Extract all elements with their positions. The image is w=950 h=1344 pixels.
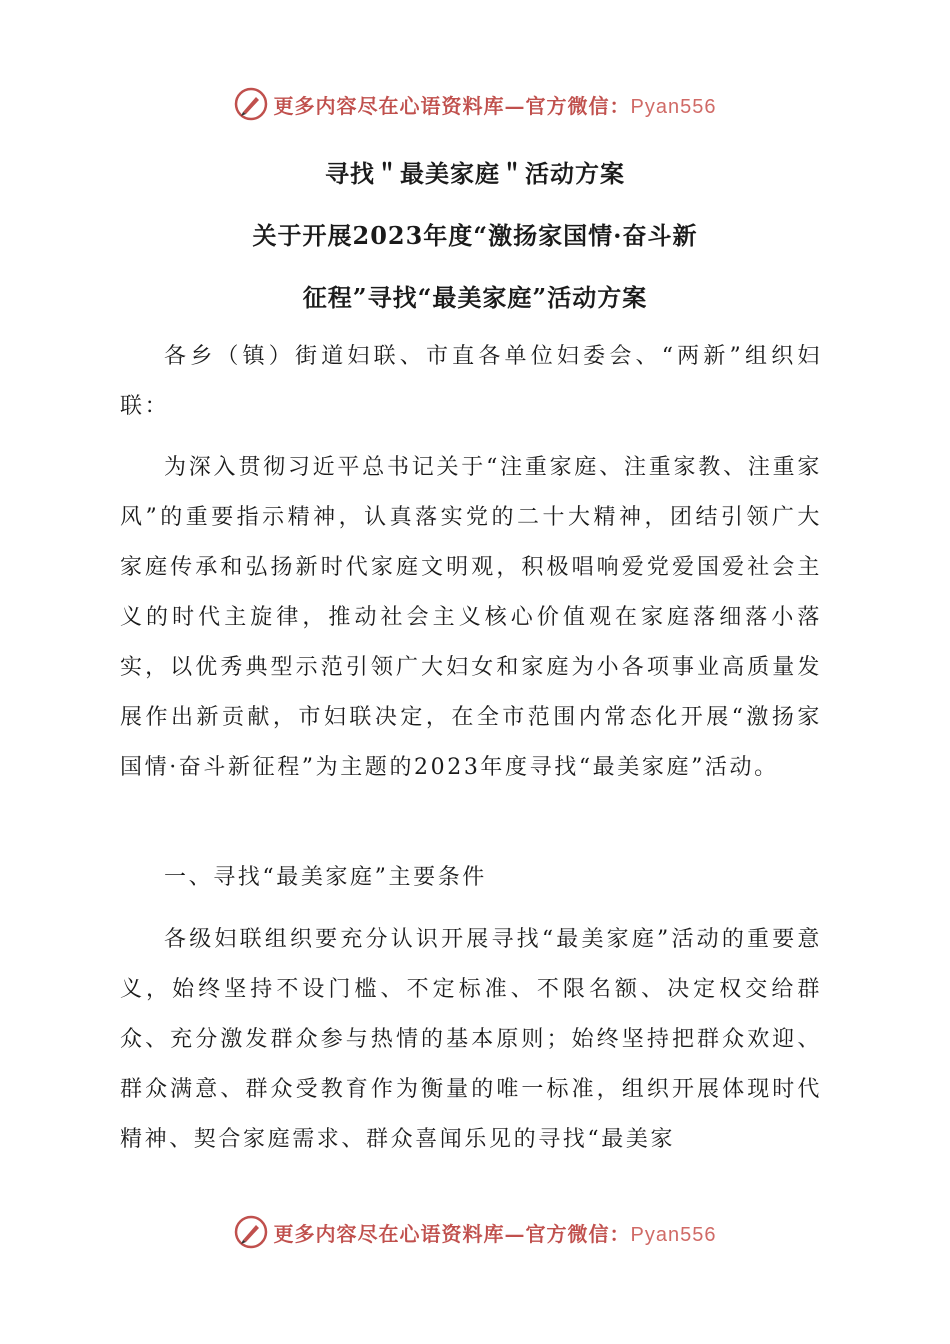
watermark-wechat-id: Pyan556	[630, 1223, 717, 1246]
document-subtitle-line1: 关于开展2023年度“激扬家国情·奋斗新	[252, 221, 698, 250]
pen-logo-icon	[234, 87, 268, 121]
document-subtitle-line2: 征程”寻找“最美家庭”活动方案	[302, 283, 648, 312]
watermark-text	[274, 90, 717, 119]
watermark-label: 更多内容尽在心语资料库—官方微信：	[273, 93, 631, 118]
header-watermark-banner	[0, 84, 950, 124]
document-title: 寻找＂最美家庭＂活动方案	[325, 159, 625, 188]
watermark-wechat-id: Pyan556	[630, 95, 717, 118]
pen-logo-icon	[234, 1215, 268, 1249]
footer-watermark-banner	[0, 1212, 950, 1252]
watermark-text	[274, 1218, 717, 1247]
salutation: 各乡（镇）街道妇联、市直各单位妇委会、“两新”组织妇联：	[120, 344, 822, 419]
watermark-label: 更多内容尽在心语资料库—官方微信：	[273, 1221, 631, 1246]
paragraph-conditions: 各级妇联组织要充分认识开展寻找“最美家庭”活动的重要意义，始终坚持不设门槛、不定标准、不限名额、决定权交给群众、充分激发群众参与热情的基本原则；始终坚持把群众欢迎、群众满意、群众受教育作为衡量的唯一标准，组织开展体现时代精神、契合家庭需求、群众喜闻乐见的寻找“最美家	[120, 927, 822, 1152]
paragraph-intro: 为深入贯彻习近平总书记关于“注重家庭、注重家教、注重家风”的重要指示精神，认真落实党的二十大精神，团结引领广大家庭传承和弘扬新时代家庭文明观，积极唱响爱党爱国爱社会主义的时代主旋律，推动社会主义核心价值观在家庭落细落小落实，以优秀典型示范引领广大妇女和家庭为小各项事业高质量发展作出新贡献，市妇联决定，在全市范围内常态化开展“激扬家国情·奋斗新征程”为主题的2023年度寻找“最美家庭”活动。	[120, 455, 822, 780]
section-heading-1: 一、寻找“最美家庭”主要条件	[164, 865, 487, 890]
